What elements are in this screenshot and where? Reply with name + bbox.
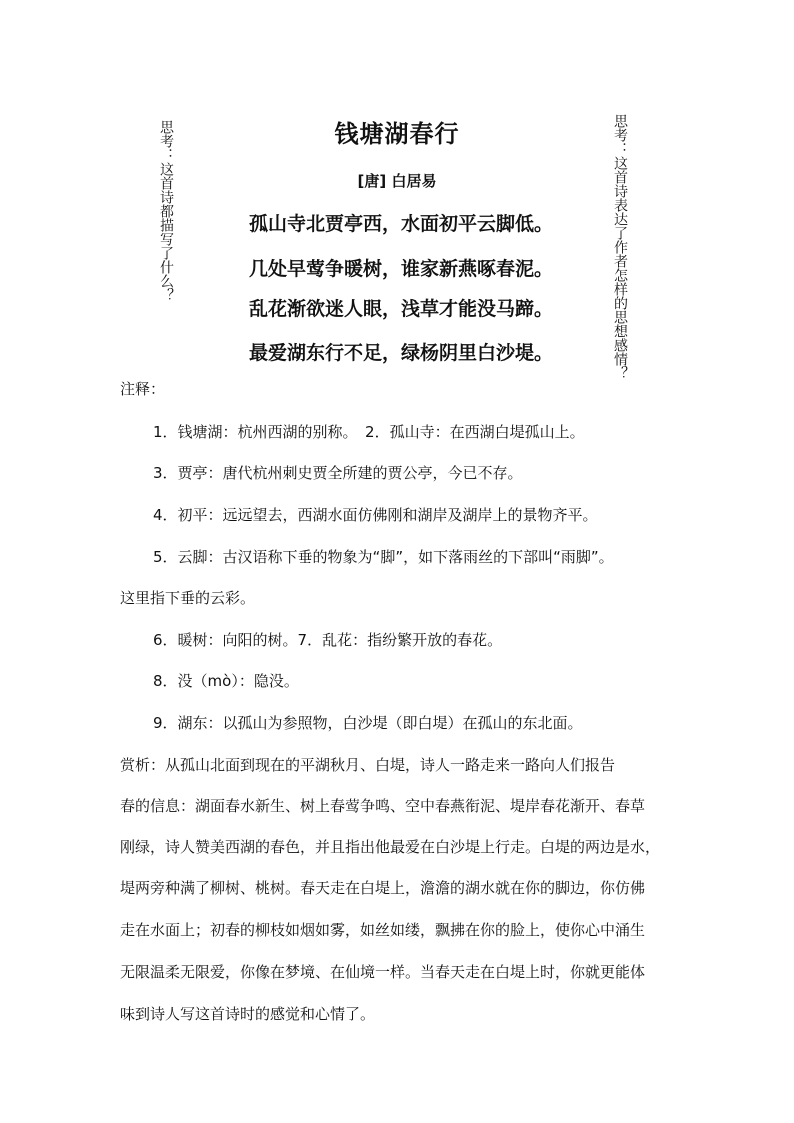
- poem-line: 孤山寺北贾亭西，水面初平云脚低。: [249, 213, 554, 235]
- poem-line: 几处早莺争暖树，谁家新燕啄春泥。: [249, 258, 554, 280]
- note-item: 5．云脚：古汉语称下垂的物象为“脚”，如下落雨丝的下部叫“雨脚”。: [153, 548, 614, 566]
- poem-title: 钱塘湖春行: [334, 120, 460, 148]
- appreciation-line: 春的信息：湖面春水新生、树上春莺争鸣、空中春燕衔泥、堤岸春花渐开、春草: [120, 797, 646, 815]
- note-item: 3．贾亭：唐代杭州刺史贾全所建的贾公亭，今已不存。: [153, 464, 523, 482]
- appreciation-line: 味到诗人写这首诗时的感觉和心情了。: [120, 1005, 376, 1023]
- note-item: 1．钱塘湖：杭州西湖的别称。 2．孤山寺：在西湖白堤孤山上。: [153, 423, 585, 441]
- note-item: 4．初平：远远望去，西湖水面仿佛刚和湖岸及湖岸上的景物齐平。: [153, 506, 598, 524]
- note-item: 6．暖树：向阳的树。7．乱花：指纷繁开放的春花。: [153, 631, 503, 649]
- note-item-continuation: 这里指下垂的云彩。: [120, 589, 256, 607]
- appreciation-line: 堤两旁种满了柳树、桃树。春天走在白堤上，澹澹的湖水就在你的脚边，你仿佛: [120, 879, 646, 897]
- poem-line: 最爱湖东行不足，绿杨阴里白沙堤。: [249, 342, 554, 364]
- appreciation-line: 赏析：从孤山北面到现在的平湖秋月、白堤，诗人一路走来一路向人们报告: [120, 756, 616, 774]
- appreciation-line: 刚绿，诗人赞美西湖的春色，并且指出他最爱在白沙堤上行走。白堤的两边是水，: [120, 838, 661, 856]
- poem-line: 乱花渐欲迷人眼，浅草才能没马蹄。: [249, 298, 554, 320]
- poem-author: [唐] 白居易: [357, 172, 437, 190]
- appreciation-line: 无限温柔无限爱，你像在梦境、在仙境一样。当春天走在白堤上时，你就更能体: [120, 963, 646, 981]
- appreciation-line: 走在水面上；初春的柳枝如烟如雾，如丝如缕，飘拂在你的脸上，使你心中涌生: [120, 921, 646, 939]
- side-question-left: 思考：这首诗都描写了什么？: [158, 120, 174, 302]
- notes-heading: 注释：: [120, 380, 166, 398]
- side-question-right: 思考：这首诗表达了作者怎样的思想感情？: [612, 114, 628, 380]
- note-item: 8．没（mò）：隐没。: [153, 672, 299, 690]
- note-item: 9．湖东：以孤山为参照物，白沙堤（即白堤）在孤山的东北面。: [153, 714, 583, 732]
